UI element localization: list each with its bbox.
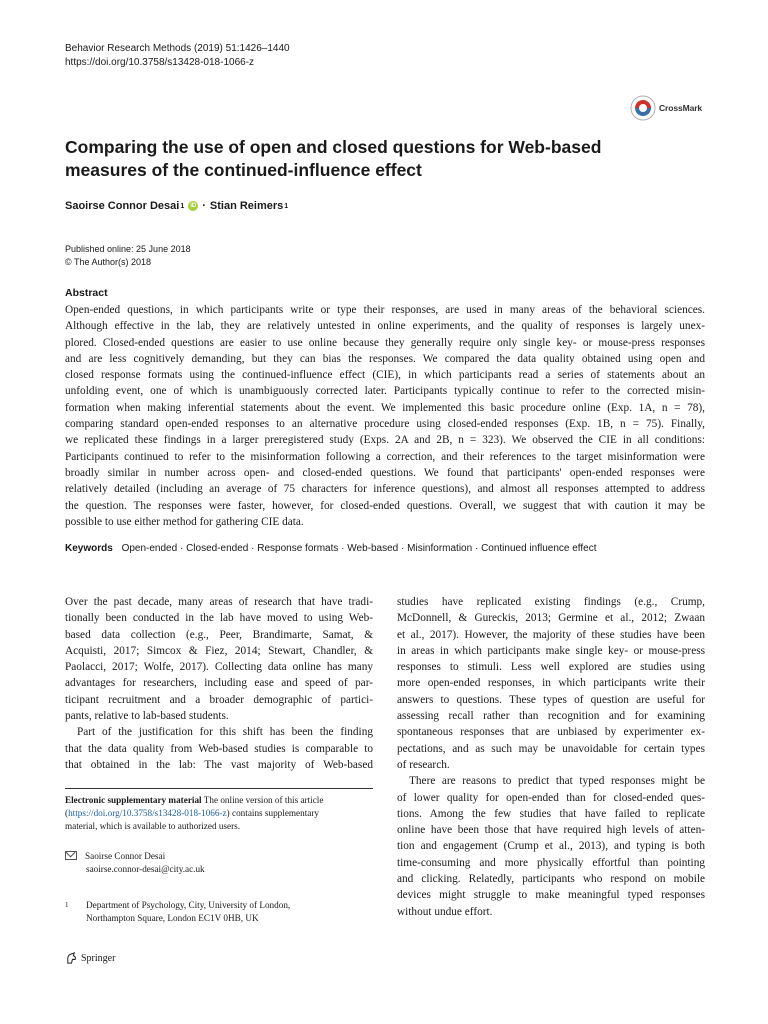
abstract-line: and are less cognitively demanding, but they can bias the responses. We compared the data quality obtained using open and (65, 352, 705, 365)
author-name-2[interactable]: Stian Reimers (209, 200, 284, 212)
body-line: Part of the justification for this shift has been the finding (77, 726, 373, 739)
author-affil-2: 1 (284, 202, 289, 210)
body-line: without undue effort. (397, 905, 493, 918)
body-line: and clicking. Relatedly, participants who respond on mobile (397, 873, 705, 886)
body-line: assessing recall rather than recognition and for examining (397, 710, 705, 723)
body-line: Acquisti, 2017; Simcox & Fiez, 2014; Stewart, Chandler, & (65, 644, 373, 657)
body-line: et al., 2017). However, the majority of these studies have been (397, 628, 705, 641)
author-name-1[interactable]: Saoirse Connor Desai (65, 200, 180, 212)
corresponding-author (65, 850, 205, 876)
published-date: Published online: 25 June 2018 (65, 244, 191, 254)
abstract-line: plored. Closed-ended questions are easier to use online because they generally require only single key- or mouse-press responses (65, 336, 705, 349)
keyword-separator: · (472, 543, 482, 554)
abstract-line: possible to use either method for gathering CIE data. (65, 515, 304, 528)
body-line: based data collection (e.g., Peer, Brandimarte, Samat, & (65, 628, 373, 641)
abstract-line: Participants continued to refer to the misinformation following a correction, and their references to the target misinformation were (65, 450, 705, 463)
contact-email[interactable]: saoirse.connor-desai@city.ac.uk (86, 864, 205, 874)
abstract-line: formation when making inferential statements about the event. We implemented this basic procedure online (Exp. 1A, n = 78), (65, 401, 705, 414)
envelope-icon (65, 851, 77, 860)
esm-text: ) contains supplementary (226, 808, 320, 818)
supplementary-material-note: Electronic supplementary material The online version of this article (https://doi.org/10.3758/s13428-018-1066-z) contains supplementary material, which is available to authorized users. (65, 794, 373, 833)
keyword-separator: · (338, 543, 348, 554)
body-line: responses to stimuli. Less well explored are studies using (397, 661, 705, 674)
keywords-label: Keywords (65, 543, 113, 554)
keyword-item: Continued influence effect (481, 543, 597, 554)
crossmark-label: CrossMark (659, 103, 703, 113)
body-line: Paolacci, 2017; Wolfe, 2017). Collecting data online has many (65, 661, 373, 674)
journal-citation: Behavior Research Methods (2019) 51:1426–1440 (65, 43, 290, 54)
keywords (65, 543, 597, 554)
publisher-logo[interactable] (65, 952, 115, 965)
crossmark-icon (630, 95, 656, 121)
body-line: tion and engagement (Crump et al., 2013), and typing is both (397, 840, 705, 853)
body-line: that the data quality from Web-based studies is comparable to (65, 742, 373, 755)
body-line: Over the past decade, many areas of research that have tradi- (65, 596, 373, 608)
body-line: more open-ended responses, in which participants write their (397, 677, 705, 690)
keyword-separator: · (177, 543, 187, 554)
footnote-divider (65, 788, 373, 789)
abstract-line: we replicated these findings in a larger preregistered study (Exps. 2A and 2B, n = 323). We observed the CIE in all conditions: (65, 434, 705, 447)
abstract-line: Although effective in the lab, they are relatively untested in online experiments, and the quality of responses is largely unex- (65, 320, 705, 333)
keyword-item: Web-based (347, 543, 399, 554)
body-line: There are reasons to predict that typed responses might be (409, 775, 705, 788)
abstract-line: Open-ended questions, in which participants write or type their responses, are used in many areas of the behavioral sciences. (65, 304, 705, 316)
abstract-line: broadly similar in number across open- and closed-ended questions. We found that participants' open-ended responses were (65, 466, 705, 479)
body-line: pants, relative to lab-based students. (65, 710, 229, 723)
affiliation-number: 1 (65, 901, 69, 909)
crossmark-badge[interactable] (630, 94, 720, 122)
body-line: answers to questions. These types of question are useful for (397, 693, 705, 706)
keyword-separator: · (248, 543, 258, 554)
keyword-item: Misinformation (407, 543, 473, 554)
body-line: devices might struggle to make meaningful typed responses (397, 889, 705, 902)
publication-info (65, 243, 191, 269)
body-line: in areas in which participants make single key- or mouse-press (397, 644, 705, 657)
abstract-text (65, 302, 705, 530)
affiliation (65, 899, 290, 925)
orcid-icon[interactable]: iD (190, 203, 197, 209)
journal-header (65, 42, 290, 70)
esm-text: material, which is available to authorized users. (65, 821, 241, 831)
keyword-separator: · (398, 543, 408, 554)
body-column-right (397, 594, 705, 920)
abstract-line: comparing standard open-ended responses to an alternative procedure using closed-ended responses (Exp. 1B, n = 75). Finally, (65, 418, 705, 431)
keyword-item: Closed-ended (186, 543, 249, 554)
esm-text: The online version of this article (203, 795, 324, 805)
publisher-name: Springer (81, 953, 116, 964)
author-separator: · (202, 200, 206, 212)
body-line: tions. Among the few studies that have failed to replicate (397, 807, 705, 820)
abstract-line: closed response formats using the continued-influence effect (CIE), in which participants read a series of statements about an (65, 369, 705, 382)
body-line: that obtained in the lab: The vast majority of Web-based (65, 758, 373, 771)
esm-label: Electronic supplementary material (65, 795, 202, 805)
body-line: time-consuming and more physically effortful than pointing (397, 856, 705, 869)
body-line: McDonnell, & Gureckis, 2013; Germine et al., 2012; Zwaan (397, 612, 705, 625)
body-line: pectations, and as such may be unavoidable for certain types (397, 742, 705, 755)
copyright: © The Author(s) 2018 (65, 257, 152, 267)
article-title: Comparing the use of open and closed questions for Web-based measures of the continued-influence effect (65, 137, 602, 180)
affiliation-line: Department of Psychology, City, University of London, (86, 900, 291, 910)
body-line: ticipant recruitment and a broader demographic of partici- (65, 693, 373, 706)
body-line: tionally been conducted in the lab have moved to using Web- (65, 612, 373, 625)
body-line: studies have replicated existing findings (e.g., Crump, (397, 596, 705, 608)
body-line: spontaneous responses that are unbiased by experimenter ex- (397, 726, 705, 739)
abstract-line: the question. The responses were faster, however, for closed-ended questions. Overall, we suggest that with caution it may be (65, 499, 705, 512)
author-list (65, 200, 288, 212)
body-line: advantages for researchers, including ease and speed of par- (65, 677, 373, 690)
abstract-heading: Abstract (65, 287, 108, 299)
author-affil-1: 1 (180, 202, 185, 210)
keyword-item: Open-ended (121, 543, 178, 554)
esm-link[interactable]: https://doi.org/10.3758/s13428-018-1066-z (68, 808, 227, 818)
body-line: of lower quality for open-ended than for closed-ended ques- (397, 791, 705, 804)
abstract-line: unfolding event, one of which is unambiguously corrected later. Participants typically continue to refer to the corrected misin- (65, 385, 705, 398)
contact-name: Saoirse Connor Desai (85, 851, 166, 861)
journal-doi[interactable]: https://doi.org/10.3758/s13428-018-1066-z (65, 57, 255, 68)
keyword-item: Response formats (257, 543, 339, 554)
springer-horse-icon (65, 952, 78, 965)
body-line: online have been those that have required high levels of atten- (397, 824, 705, 837)
body-column-left (65, 594, 373, 773)
affiliation-line: Northampton Square, London EC1V 0HB, UK (86, 913, 259, 923)
body-line: of research. (397, 758, 450, 771)
abstract-line: relatively detailed (including an average of 75 characters for inference questions), and almost all responses attempted to address (65, 483, 705, 496)
keyword-list (122, 543, 597, 554)
